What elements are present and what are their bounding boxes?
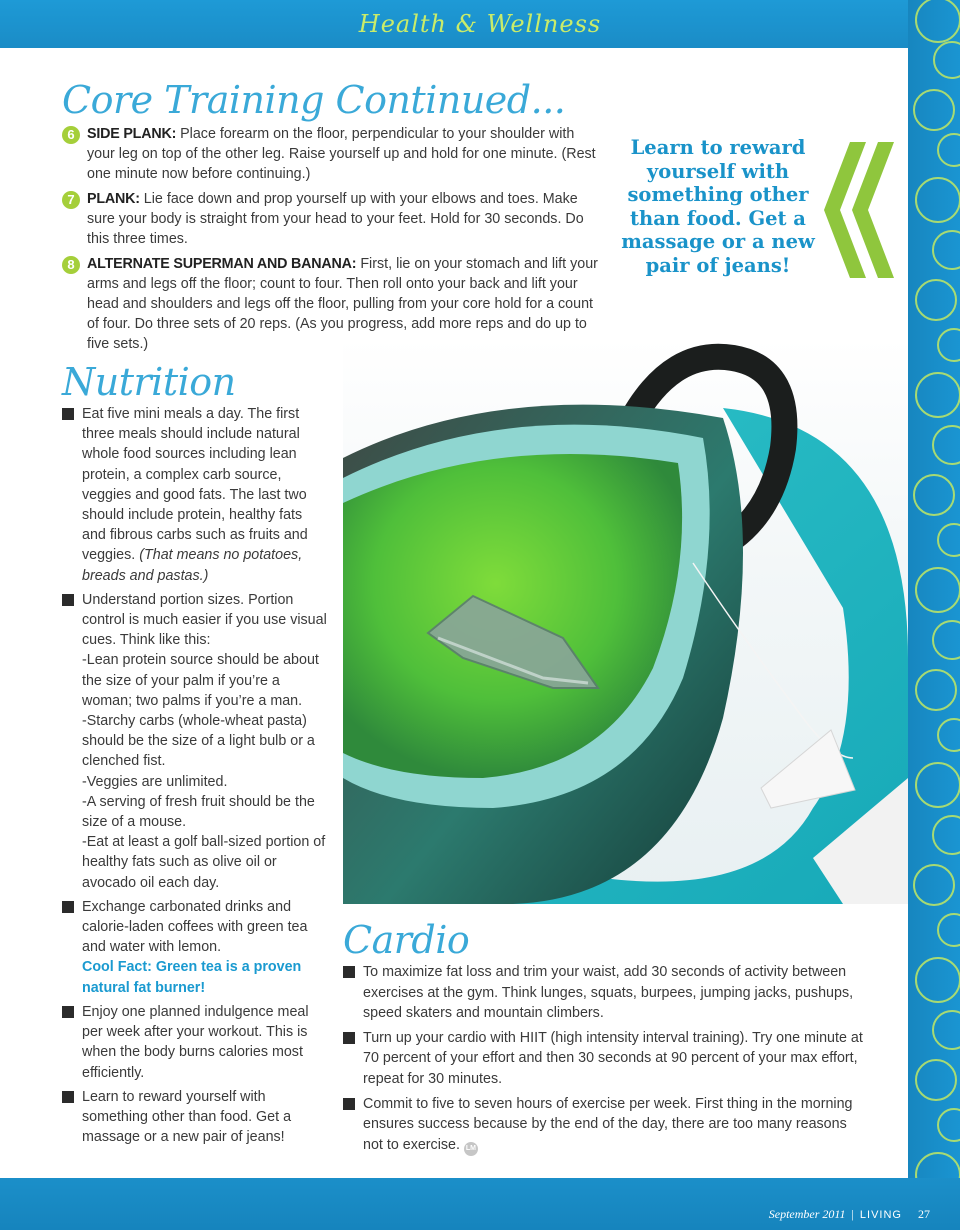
nutrition-heading: Nutrition — [62, 360, 236, 404]
list-item: Enjoy one planned indulgence meal per week after your workout. This is when the body burns calories most efficiently. — [62, 1002, 327, 1083]
tip-text: Understand portion sizes. Portion control is much easier if you use visual cues. Think like this: — [82, 591, 327, 649]
tip-note: (That means no potatoes, breads and pastas.) — [82, 547, 303, 584]
tip-text: Eat five mini meals a day. The first three meals should include natural whole food sources including lean protein, a complex carb source, veggies and good fats. The last two should include protein, healthy fats and fibrous carbs such as fruits and veggies. — [82, 406, 308, 564]
portion-line: -Lean protein source should be about the size of your palm if you’re a woman; two palms if you’re a man. — [82, 652, 319, 709]
bottom-banner — [0, 1178, 960, 1230]
pull-quote: Learn to reward yourself with something other than food. Get a massage or a new pair of jeans! — [621, 136, 815, 277]
step-number: 7 — [62, 191, 80, 209]
portion-line: -Starchy carbs (whole-wheat pasta) should be the size of a light bulb or a clenched fist. — [82, 713, 315, 770]
page-footer — [769, 1207, 930, 1222]
exercise-name: PLANK: — [87, 191, 140, 207]
section-header: Health & Wellness — [358, 10, 602, 38]
tip-text: Exchange carbonated drinks and calorie-laden coffees with green tea and water with lemon. — [82, 898, 308, 956]
exercise-name: ALTERNATE SUPERMAN AND BANANA: — [87, 256, 357, 272]
step-number: 6 — [62, 126, 80, 144]
list-item: To maximize fat loss and trim your waist, add 30 seconds of activity between exercises at the gym. Think lunges, squats, burpees, jumping jacks, pushups, speed skaters and mountain climbers. — [343, 962, 863, 1024]
list-item — [62, 404, 327, 586]
portion-line: -Eat at least a golf ball-sized portion of healthy fats such as olive oil or avocado oil each day. — [82, 834, 326, 891]
exercise-description: Place forearm on the floor, perpendicular to your shoulder with your leg on top of the other leg. Raise yourself up and hold for one minute. (Rest one minute now before continuing.) — [87, 126, 596, 182]
end-mark-icon: LM — [464, 1142, 478, 1156]
chevrons-icon — [816, 140, 896, 280]
issue-date: September 2011 — [768, 1207, 846, 1221]
nutrition-list — [62, 404, 327, 1151]
publication-name: LIVING — [859, 1209, 902, 1221]
exercise-description: First, lie on your stomach and lift your arms and legs off the floor; count to four. Then roll onto your back and lift your head and shoulders and legs off the floor, pulling from your core hold for a count of four. Do three sets of 20 reps. (As you progress, add more reps and do up to five sets.) — [87, 256, 598, 352]
tip-text: Commit to five to seven hours of exercise per week. First thing in the morning ensures success because by the end of the day, there are too many reasons not to exercise. — [363, 1095, 853, 1153]
portion-line: -Veggies are unlimited. — [82, 773, 228, 790]
core-item-side-plank — [62, 124, 602, 184]
page-number: 27 — [918, 1207, 930, 1221]
portion-line: -A serving of fresh fruit should be the size of a mouse. — [82, 793, 315, 831]
exercise-description: Lie face down and prop yourself up with your elbows and toes. Make sure your body is straight from your head to your feet. Hold for 30 seconds. Do this three times. — [87, 191, 584, 247]
footer-separator: | — [851, 1207, 854, 1221]
cool-fact: Cool Fact: Green tea is a proven natural fat burner! — [82, 959, 302, 996]
core-training-heading: Core Training Continued... — [62, 78, 566, 122]
step-number: 8 — [62, 256, 80, 274]
core-item-plank — [62, 189, 602, 249]
cardio-list — [343, 962, 863, 1160]
exercise-name: SIDE PLANK: — [87, 126, 177, 142]
core-training-list — [62, 124, 602, 359]
list-item: Turn up your cardio with HIIT (high intensity interval training). Try one minute at 70 percent of your effort and then 30 seconds at 90 percent of your max effort, repeat for 30 minutes. — [343, 1028, 863, 1090]
list-item — [62, 590, 327, 893]
green-tea-photo — [343, 338, 908, 904]
list-item — [62, 897, 327, 998]
cardio-heading: Cardio — [343, 918, 470, 962]
list-item — [343, 1094, 863, 1156]
list-item: Learn to reward yourself with something other than food. Get a massage or a new pair of jeans! — [62, 1087, 327, 1148]
decorative-border-right — [908, 0, 960, 1230]
